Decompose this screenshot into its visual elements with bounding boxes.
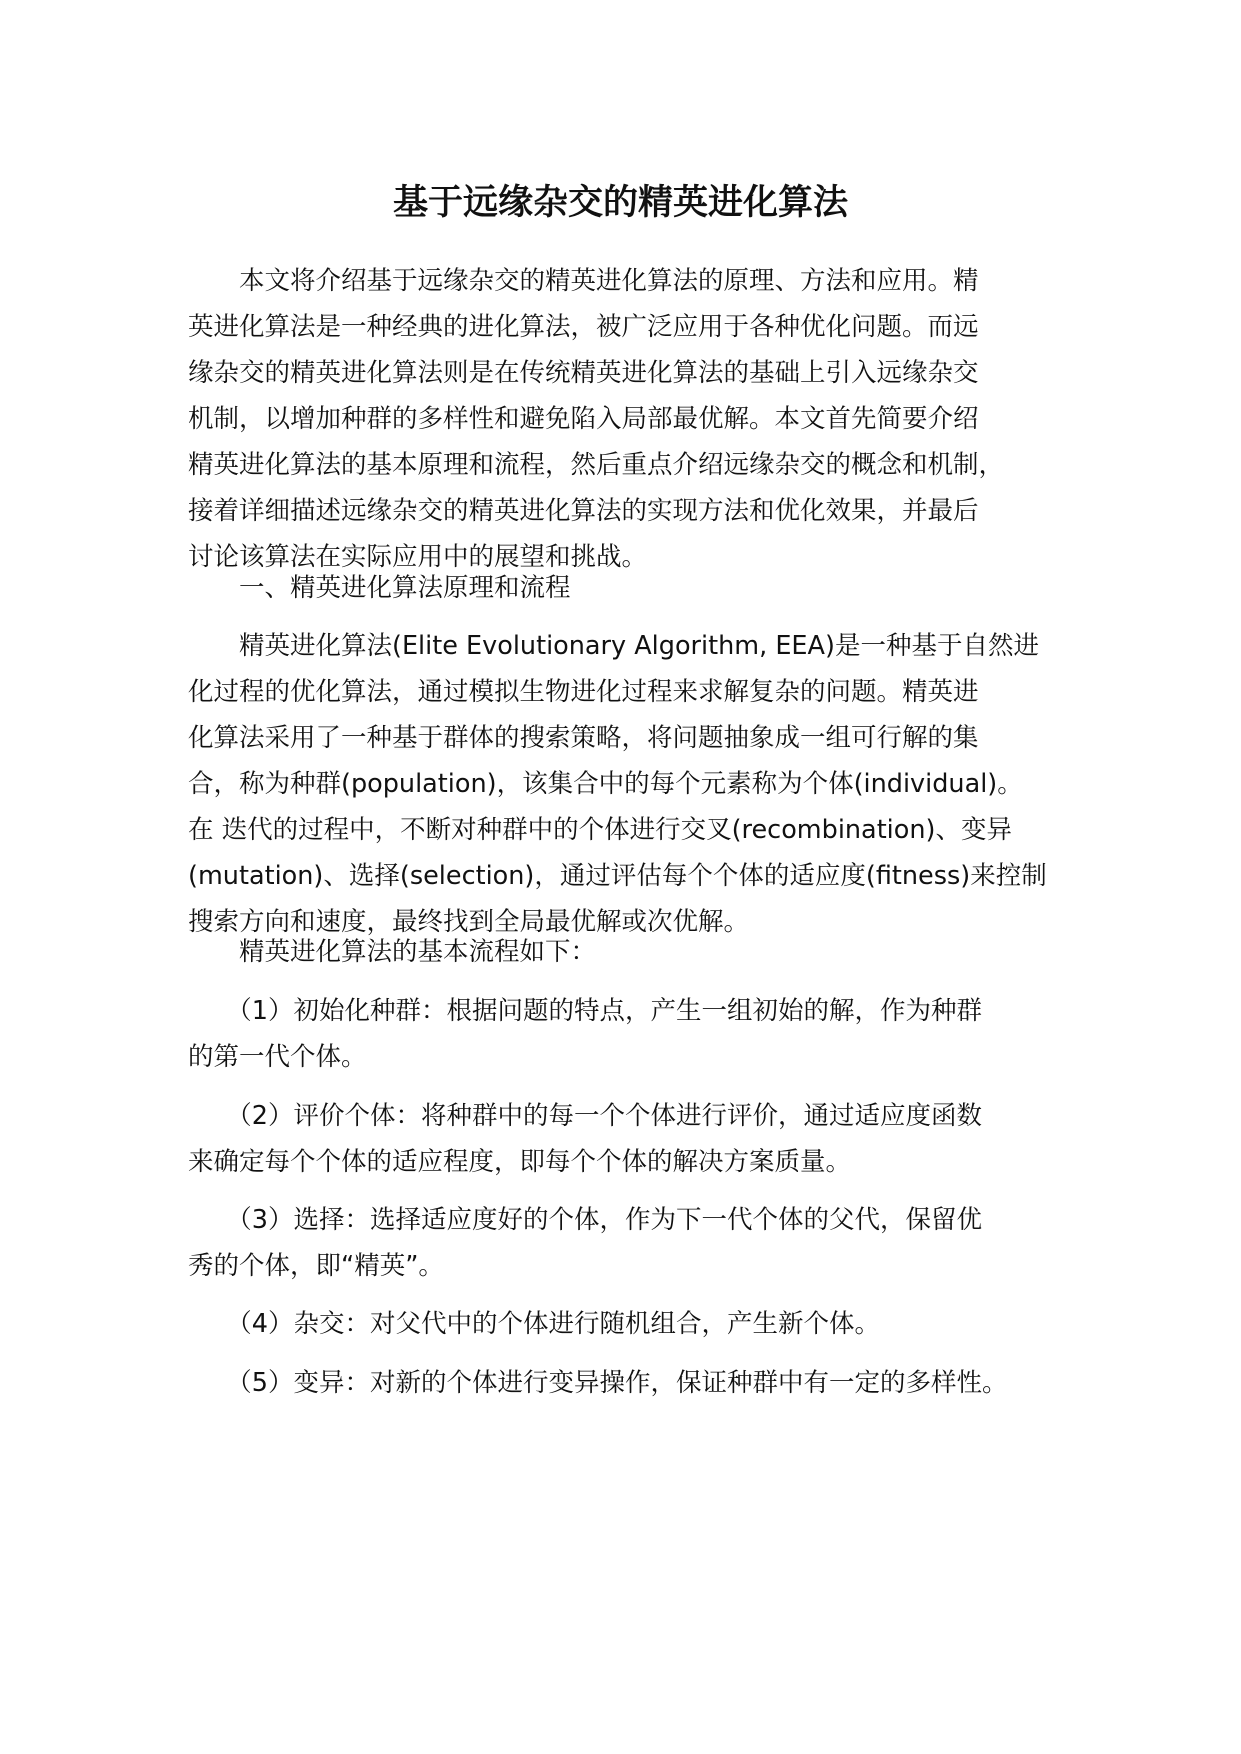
heading-line: 一、精英进化算法原理和流程	[188, 573, 571, 603]
paragraph-flow-intro	[188, 929, 1068, 975]
text-line: 接着详细描述远缘杂交的精英进化算法的实现方法和优化效果，并最后	[188, 496, 979, 526]
list-item-1	[188, 988, 1068, 1080]
text-line: 精英进化算法(Elite Evolutionary Algorithm, EEA)是一种基于自然进	[188, 631, 1039, 661]
paragraph-intro	[188, 258, 1068, 580]
text-line: 化过程的优化算法，通过模拟生物进化过程来求解复杂的问题。精英进	[188, 677, 979, 707]
text-line: 本文将介绍基于远缘杂交的精英进化算法的原理、方法和应用。精	[188, 266, 979, 296]
text-line: 化算法采用了一种基于群体的搜索策略，将问题抽象成一组可行解的集	[188, 723, 979, 753]
list-item-3	[188, 1197, 1068, 1289]
text-line: 搜索方向和速度，最终找到全局最优解或次优解。	[188, 907, 750, 937]
text-line: 秀的个体，即“精英”。	[188, 1251, 444, 1281]
text-line: 来确定每个个体的适应程度，即每个个体的解决方案质量。	[188, 1147, 852, 1177]
text-line: 机制，以增加种群的多样性和避免陷入局部最优解。本文首先简要介绍	[188, 404, 979, 434]
text-line: （5）变异：对新的个体进行变异操作，保证种群中有一定的多样性。	[188, 1368, 1008, 1398]
text-line: 的第一代个体。	[188, 1042, 367, 1072]
section-heading	[188, 565, 1068, 611]
list-item-5	[188, 1360, 1068, 1406]
text-line: 缘杂交的精英进化算法则是在传统精英进化算法的基础上引入远缘杂交	[188, 358, 979, 388]
text-line: （1）初始化种群：根据问题的特点，产生一组初始的解，作为种群	[188, 996, 982, 1026]
list-item-4	[188, 1301, 1068, 1347]
text-line: 英进化算法是一种经典的进化算法，被广泛应用于各种优化问题。而远	[188, 312, 979, 342]
document-title: 基于远缘杂交的精英进化算法	[392, 183, 848, 223]
text-line: (mutation)、选择(selection)，通过评估每个个体的适应度(fitness)来控制	[188, 861, 1047, 891]
text-line: 合，称为种群(population)，该集合中的每个元素称为个体(individual)。	[188, 769, 1023, 799]
text-line: 精英进化算法的基本流程如下：	[188, 937, 597, 967]
text-line: （2）评价个体：将种群中的每一个个体进行评价，通过适应度函数	[188, 1101, 982, 1131]
paragraph-eea-principle	[188, 623, 1068, 945]
text-line: 精英进化算法的基本原理和流程，然后重点介绍远缘杂交的概念和机制，	[188, 450, 1005, 480]
text-line: 讨论该算法在实际应用中的展望和挑战。	[188, 542, 648, 572]
text-line: （4）杂交：对父代中的个体进行随机组合，产生新个体。	[188, 1309, 880, 1339]
list-item-2	[188, 1093, 1068, 1185]
text-line: （3）选择：选择适应度好的个体，作为下一代个体的父代，保留优	[188, 1205, 982, 1235]
text-line: 在 迭代的过程中，不断对种群中的个体进行交叉(recombination)、变异	[188, 815, 1012, 845]
